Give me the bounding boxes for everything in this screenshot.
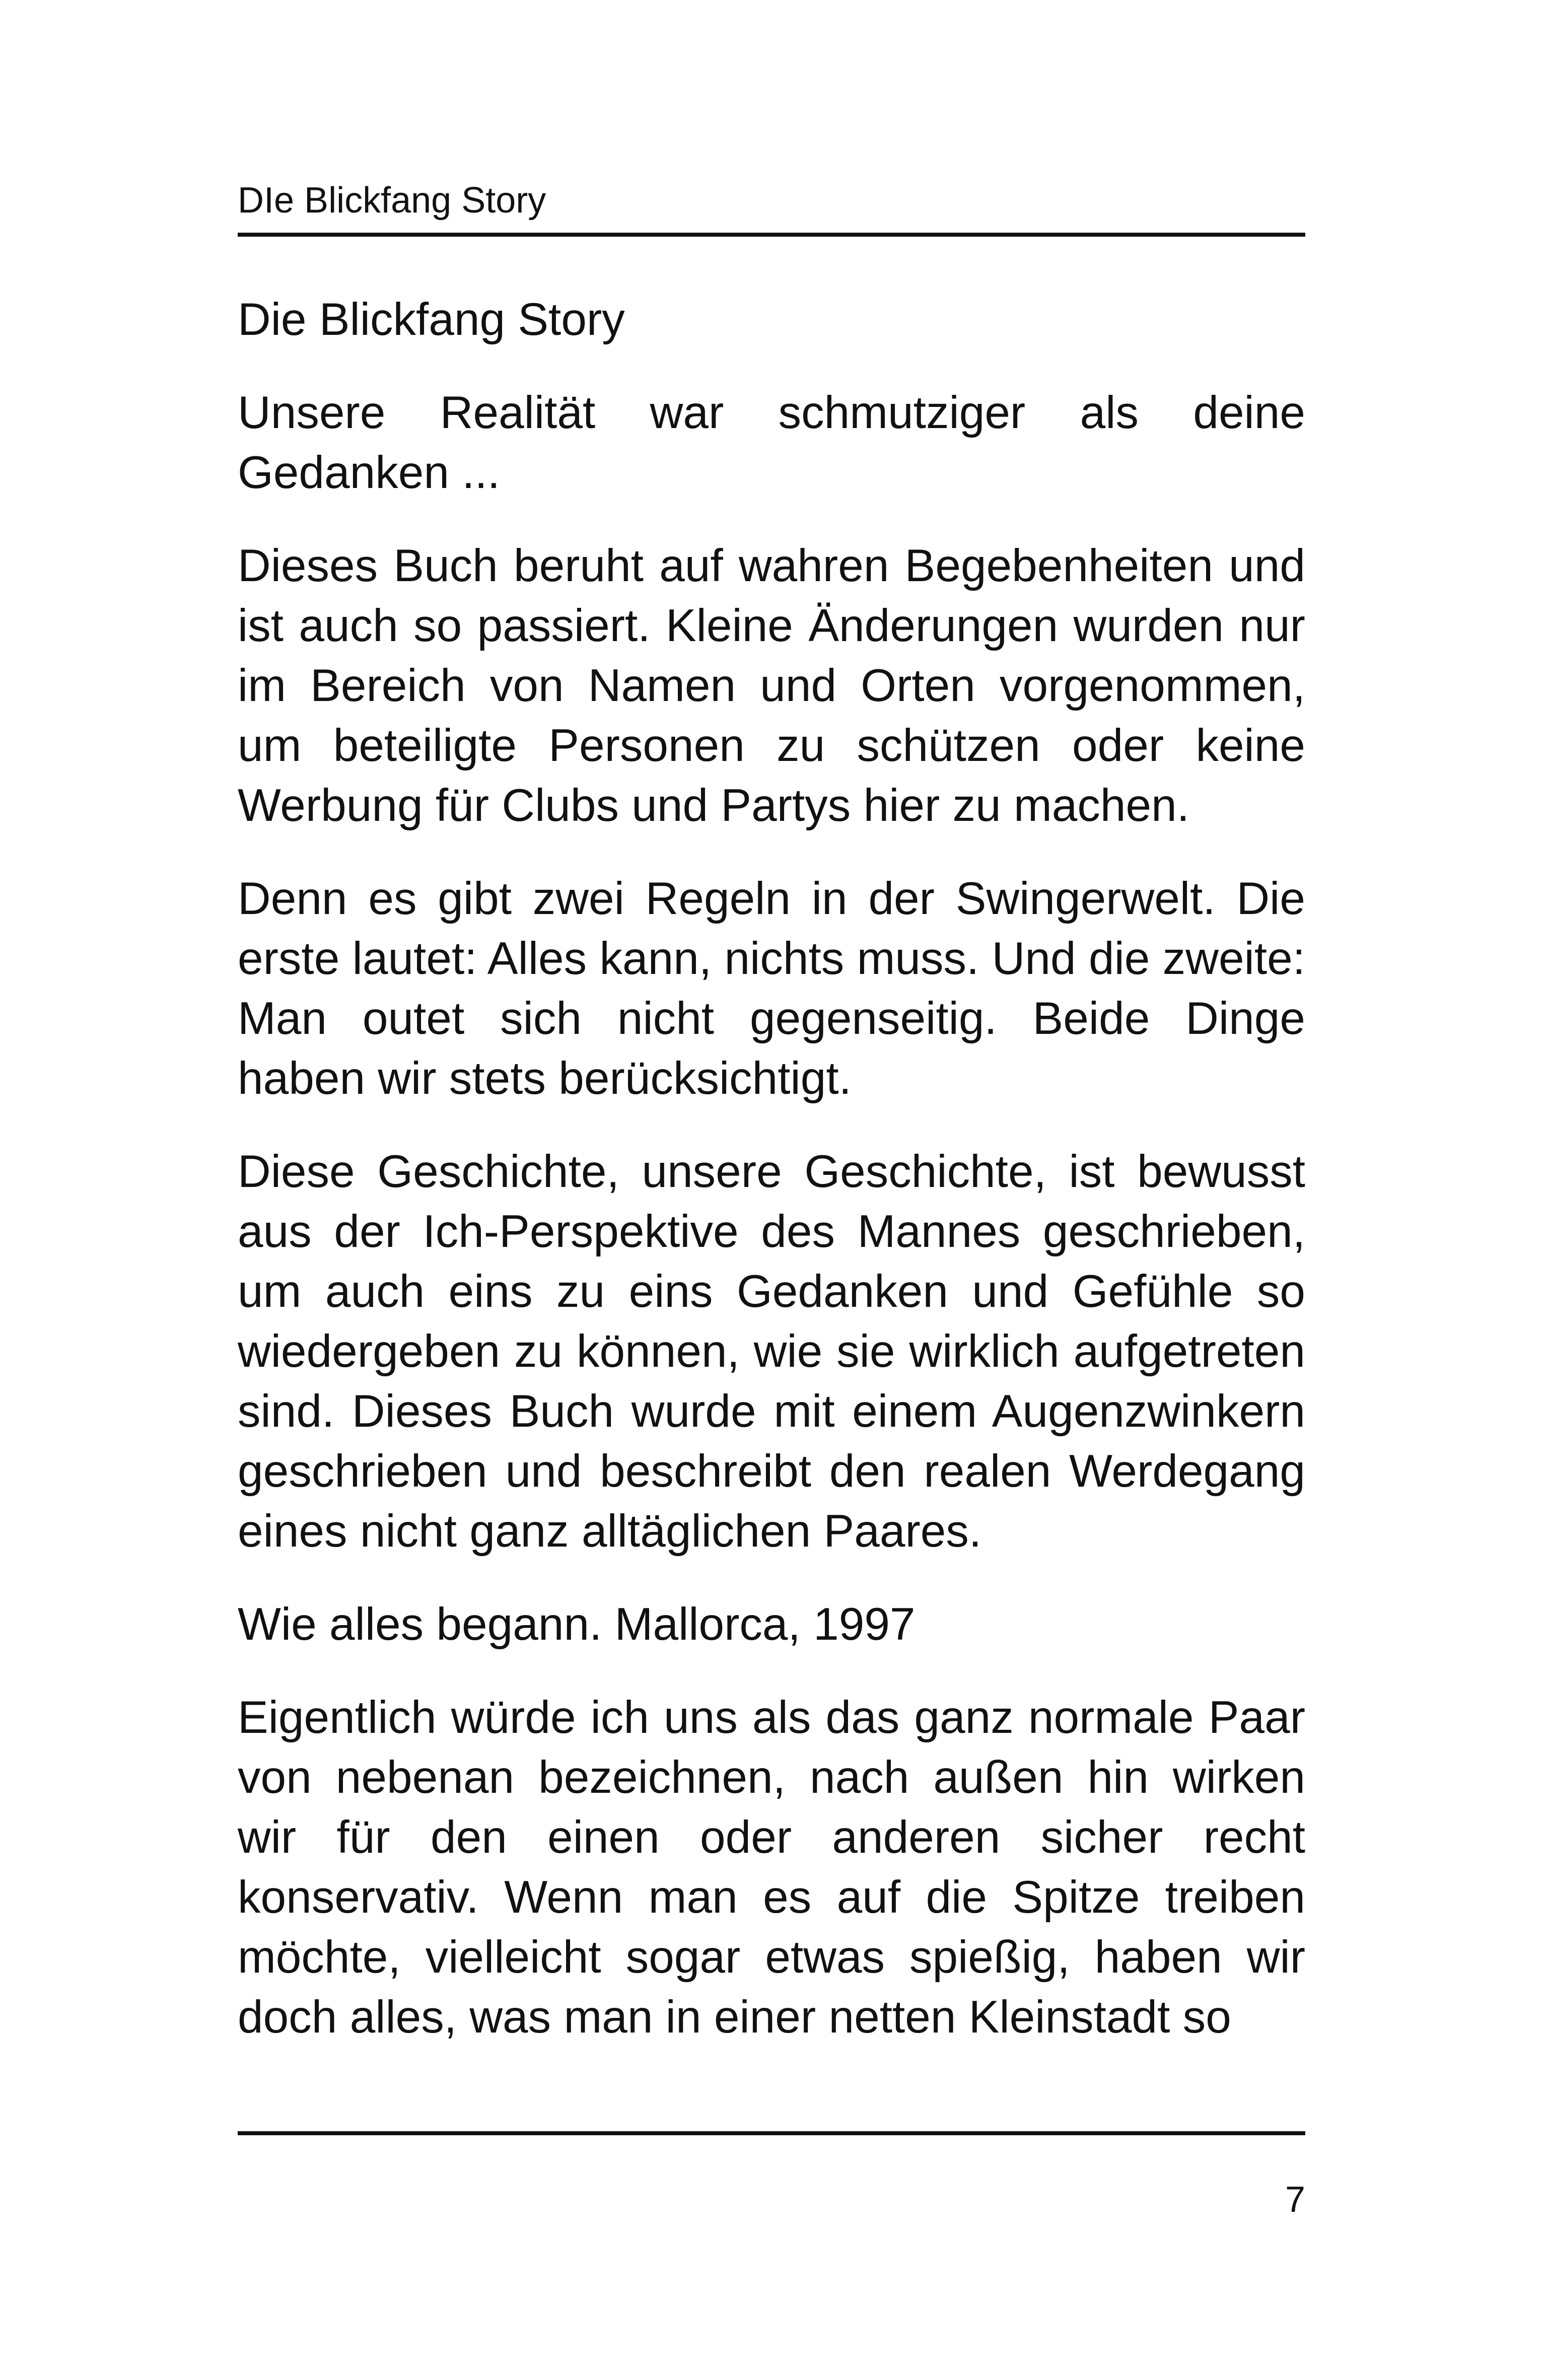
- chapter-title: Die Blickfang Story: [238, 294, 625, 345]
- section-heading: Wie alles begann. Mallorca, 1997: [238, 1599, 916, 1650]
- page-number: 7: [1285, 2180, 1305, 2220]
- paragraph: Eigentlich würde ich uns als das ganz normale Paar von nebenan bezeichnen, nach außen hin wirken wir für den einen oder anderen sicher recht konservativ. Wenn man es auf die Spitze treiben möchte, vielleicht sogar etwas spießig, haben wir doch alles, was man in einer netten Kleinstadt so: [238, 1692, 1305, 2043]
- paragraph: Dieses Buch beruht auf wahren Begebenheiten und ist auch so passiert. Kleine Änderungen wurden nur im Bereich von Namen und Orten vorgenommen, um beteiligte Personen zu schützen oder keine Werbung für Clubs und Partys hier zu machen.: [238, 540, 1305, 831]
- tagline: Unsere Realität war schmutziger als deine Gedanken ...: [238, 387, 1305, 498]
- paragraph: Denn es gibt zwei Regeln in der Swingerwelt. Die erste lautet: Alles kann, nichts muss. Und die zweite: Man outet sich nicht gegenseitig. Beide Dinge haben wir stets berücksichtigt.: [238, 873, 1305, 1104]
- running-header: DIe Blickfang Story: [238, 180, 546, 221]
- header-rule: [238, 233, 1305, 237]
- body-text: [238, 290, 1305, 2072]
- footer-rule: [238, 2131, 1305, 2135]
- paragraph: Diese Geschichte, unsere Geschichte, ist bewusst aus der Ich-Perspektive des Mannes geschrieben, um auch eins zu eins Gedanken und Gefühle so wiedergeben zu können, wie sie wirklich aufgetreten sind. Dieses Buch wurde mit einem Augenzwinkern geschrieben und beschreibt den realen Werdegang eines nicht ganz alltäglichen Paares.: [238, 1146, 1305, 1557]
